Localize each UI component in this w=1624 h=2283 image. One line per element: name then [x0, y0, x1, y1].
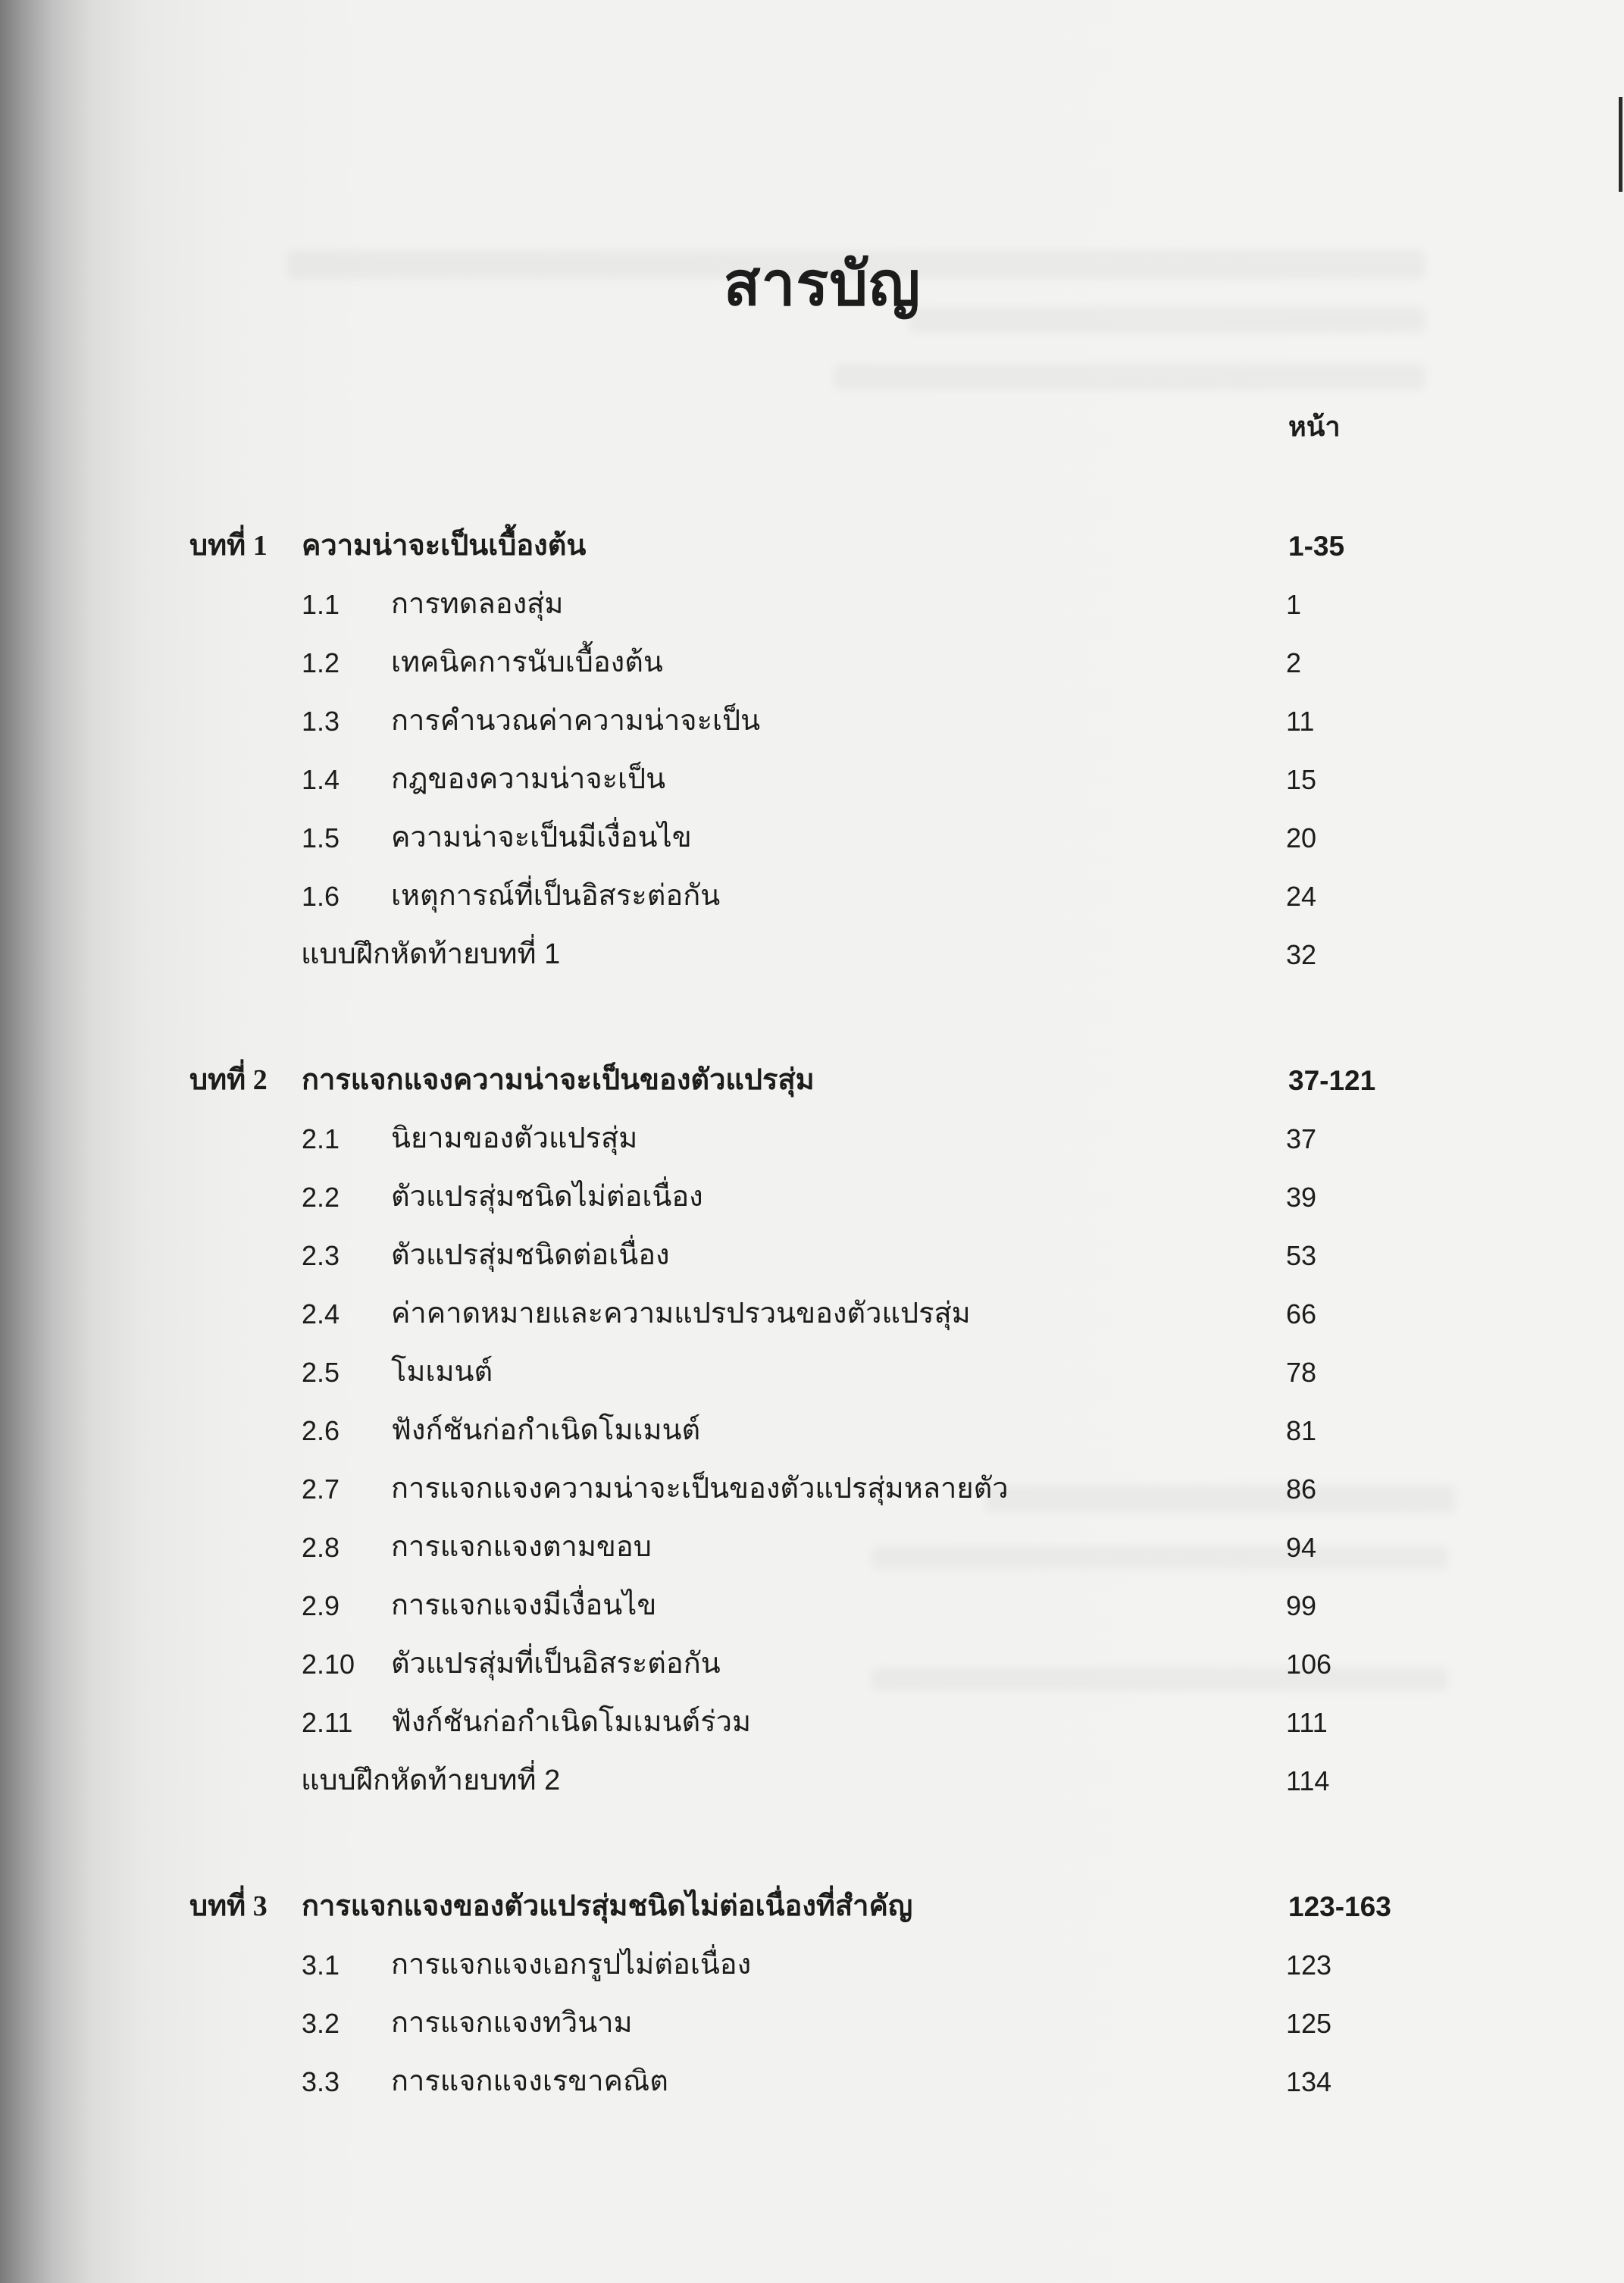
- toc-entry: [0, 1693, 1624, 1752]
- section-number: 2.3: [302, 1240, 340, 1271]
- section-number: 2.10: [302, 1649, 355, 1680]
- toc-entry: [0, 1936, 1624, 1994]
- section-number: 2.6: [302, 1415, 340, 1446]
- chapter-heading: [0, 1877, 1624, 1936]
- section-page: 39: [1286, 1182, 1317, 1213]
- section-page: 66: [1286, 1298, 1317, 1329]
- section-page: 81: [1286, 1415, 1317, 1446]
- chapter-3: [0, 1877, 1624, 2111]
- section-page: 15: [1286, 764, 1317, 795]
- section-page: 134: [1286, 2066, 1332, 2097]
- chapter-label: บทที่ 2: [189, 1064, 268, 1096]
- toc-entry: [0, 1518, 1624, 1577]
- section-number: 1.3: [302, 706, 340, 737]
- section-title: ตัวแปรสุ่มชนิดไม่ต่อเนื่อง: [391, 1181, 703, 1213]
- section-page: 99: [1286, 1590, 1317, 1621]
- section-number: 3.1: [302, 1949, 340, 1981]
- toc-entry: [0, 750, 1624, 809]
- section-number: 2.9: [302, 1590, 340, 1621]
- section-number: 1.4: [302, 764, 340, 795]
- section-page: 86: [1286, 1473, 1317, 1505]
- section-title: ฟังก์ชันก่อกำเนิดโมเมนต์ร่วม: [391, 1706, 751, 1738]
- toc-entry: [0, 692, 1624, 750]
- section-title: การแจกแจงมีเงื่อนไข: [391, 1589, 657, 1621]
- section-page: 11: [1286, 706, 1315, 737]
- chapter-title: การแจกแจงของตัวแปรสุ่มชนิดไม่ต่อเนื่องที่สำคัญ: [302, 1890, 913, 1922]
- toc-entry: [0, 1110, 1624, 1168]
- section-page: 1: [1286, 589, 1302, 620]
- section-page: 94: [1286, 1532, 1317, 1563]
- chapter-label: บทที่ 3: [189, 1890, 268, 1922]
- toc-entry: [0, 1343, 1624, 1401]
- toc-entry: [0, 1285, 1624, 1343]
- toc-entry: [0, 1168, 1624, 1226]
- section-number: 2.5: [302, 1357, 340, 1388]
- chapter-label: บทที่ 1: [189, 530, 268, 562]
- section-title: การแจกแจงทวินาม: [391, 2007, 633, 2039]
- section-page: 78: [1286, 1357, 1317, 1388]
- section-number: 2.1: [302, 1123, 340, 1154]
- section-title: กฎของความน่าจะเป็น: [391, 763, 666, 795]
- chapter-1: [0, 517, 1624, 984]
- section-title: ฟังก์ชันก่อกำเนิดโมเมนต์: [391, 1414, 701, 1446]
- section-number: 2.11: [302, 1707, 353, 1738]
- exercise-title: แบบฝึกหัดท้ายบทที่ 2: [301, 1765, 561, 1796]
- toc-entry: [0, 867, 1624, 925]
- section-title: การแจกแจงความน่าจะเป็นของตัวแปรสุ่มหลายตัว: [391, 1473, 1009, 1505]
- section-page: 123: [1286, 1949, 1332, 1981]
- chapter-page-range: 123-163: [1288, 1891, 1391, 1922]
- chapter-page-range: 1-35: [1288, 531, 1345, 562]
- toc-entry: [0, 1635, 1624, 1693]
- section-number: 2.7: [302, 1473, 340, 1505]
- chapter-title: การแจกแจงความน่าจะเป็นของตัวแปรสุ่ม: [302, 1064, 815, 1096]
- section-number: 2.2: [302, 1182, 340, 1213]
- section-page: 125: [1286, 2008, 1332, 2039]
- section-page: 106: [1286, 1649, 1332, 1680]
- section-title: เทคนิคการนับเบื้องต้น: [391, 647, 663, 678]
- chapter-heading: [0, 1051, 1624, 1110]
- page-title: สารบัญ: [723, 250, 922, 318]
- section-number: 2.4: [302, 1298, 340, 1329]
- section-title: ตัวแปรสุ่มชนิดต่อเนื่อง: [391, 1239, 670, 1271]
- section-title: โมเมนต์: [391, 1356, 493, 1388]
- bleed-through-shadow: [834, 364, 1425, 390]
- exercise-entry: [0, 925, 1624, 984]
- toc-entry: [0, 1401, 1624, 1460]
- bleed-through-shadow: [909, 307, 1425, 333]
- toc-entry: [0, 1460, 1624, 1518]
- section-title: การแจกแจงเรขาคณิต: [391, 2065, 668, 2097]
- section-number: 3.3: [302, 2066, 340, 2097]
- chapter-2: [0, 1051, 1624, 1810]
- section-title: การแจกแจงเอกรูปไม่ต่อเนื่อง: [391, 1949, 752, 1981]
- section-page: 53: [1286, 1240, 1317, 1271]
- section-number: 1.1: [302, 589, 340, 620]
- section-title: ความน่าจะเป็นมีเงื่อนไข: [391, 822, 692, 853]
- exercise-title: แบบฝึกหัดท้ายบทที่ 1: [301, 938, 561, 970]
- toc-entry: [0, 809, 1624, 867]
- exercise-page: 32: [1286, 939, 1317, 970]
- page-column-header: หน้า: [1288, 411, 1341, 442]
- section-number: 2.8: [302, 1532, 340, 1563]
- section-page: 24: [1286, 881, 1317, 912]
- section-title: ตัวแปรสุ่มที่เป็นอิสระต่อกัน: [391, 1648, 721, 1680]
- section-page: 111: [1286, 1707, 1328, 1738]
- toc-entry: [0, 575, 1624, 634]
- toc-entry: [0, 2053, 1624, 2111]
- section-page: 37: [1286, 1123, 1317, 1154]
- section-title: การแจกแจงตามขอบ: [391, 1531, 652, 1563]
- section-title: นิยามของตัวแปรสุ่ม: [391, 1123, 638, 1154]
- section-number: 1.2: [302, 647, 340, 678]
- section-number: 3.2: [302, 2008, 340, 2039]
- section-title: การทดลองสุ่ม: [391, 588, 564, 620]
- chapter-page-range: 37-121: [1288, 1065, 1376, 1096]
- section-title: การคำนวณค่าความน่าจะเป็น: [391, 705, 761, 737]
- section-number: 1.6: [302, 881, 340, 912]
- toc-entry: [0, 1577, 1624, 1635]
- section-page: 2: [1286, 647, 1302, 678]
- toc-entry: [0, 1994, 1624, 2053]
- scan-edge-mark: [1619, 97, 1622, 192]
- section-title: ค่าคาดหมายและความแปรปรวนของตัวแปรสุ่ม: [391, 1298, 971, 1329]
- table-of-contents: [0, 517, 1624, 2111]
- section-page: 20: [1286, 822, 1317, 853]
- toc-entry: [0, 1226, 1624, 1285]
- chapter-title: ความน่าจะเป็นเบื้องต้น: [302, 530, 587, 562]
- exercise-entry: [0, 1752, 1624, 1810]
- section-title: เหตุการณ์ที่เป็นอิสระต่อกัน: [391, 880, 721, 912]
- chapter-heading: [0, 517, 1624, 575]
- toc-entry: [0, 634, 1624, 692]
- section-number: 1.5: [302, 822, 340, 853]
- exercise-page: 114: [1286, 1765, 1330, 1796]
